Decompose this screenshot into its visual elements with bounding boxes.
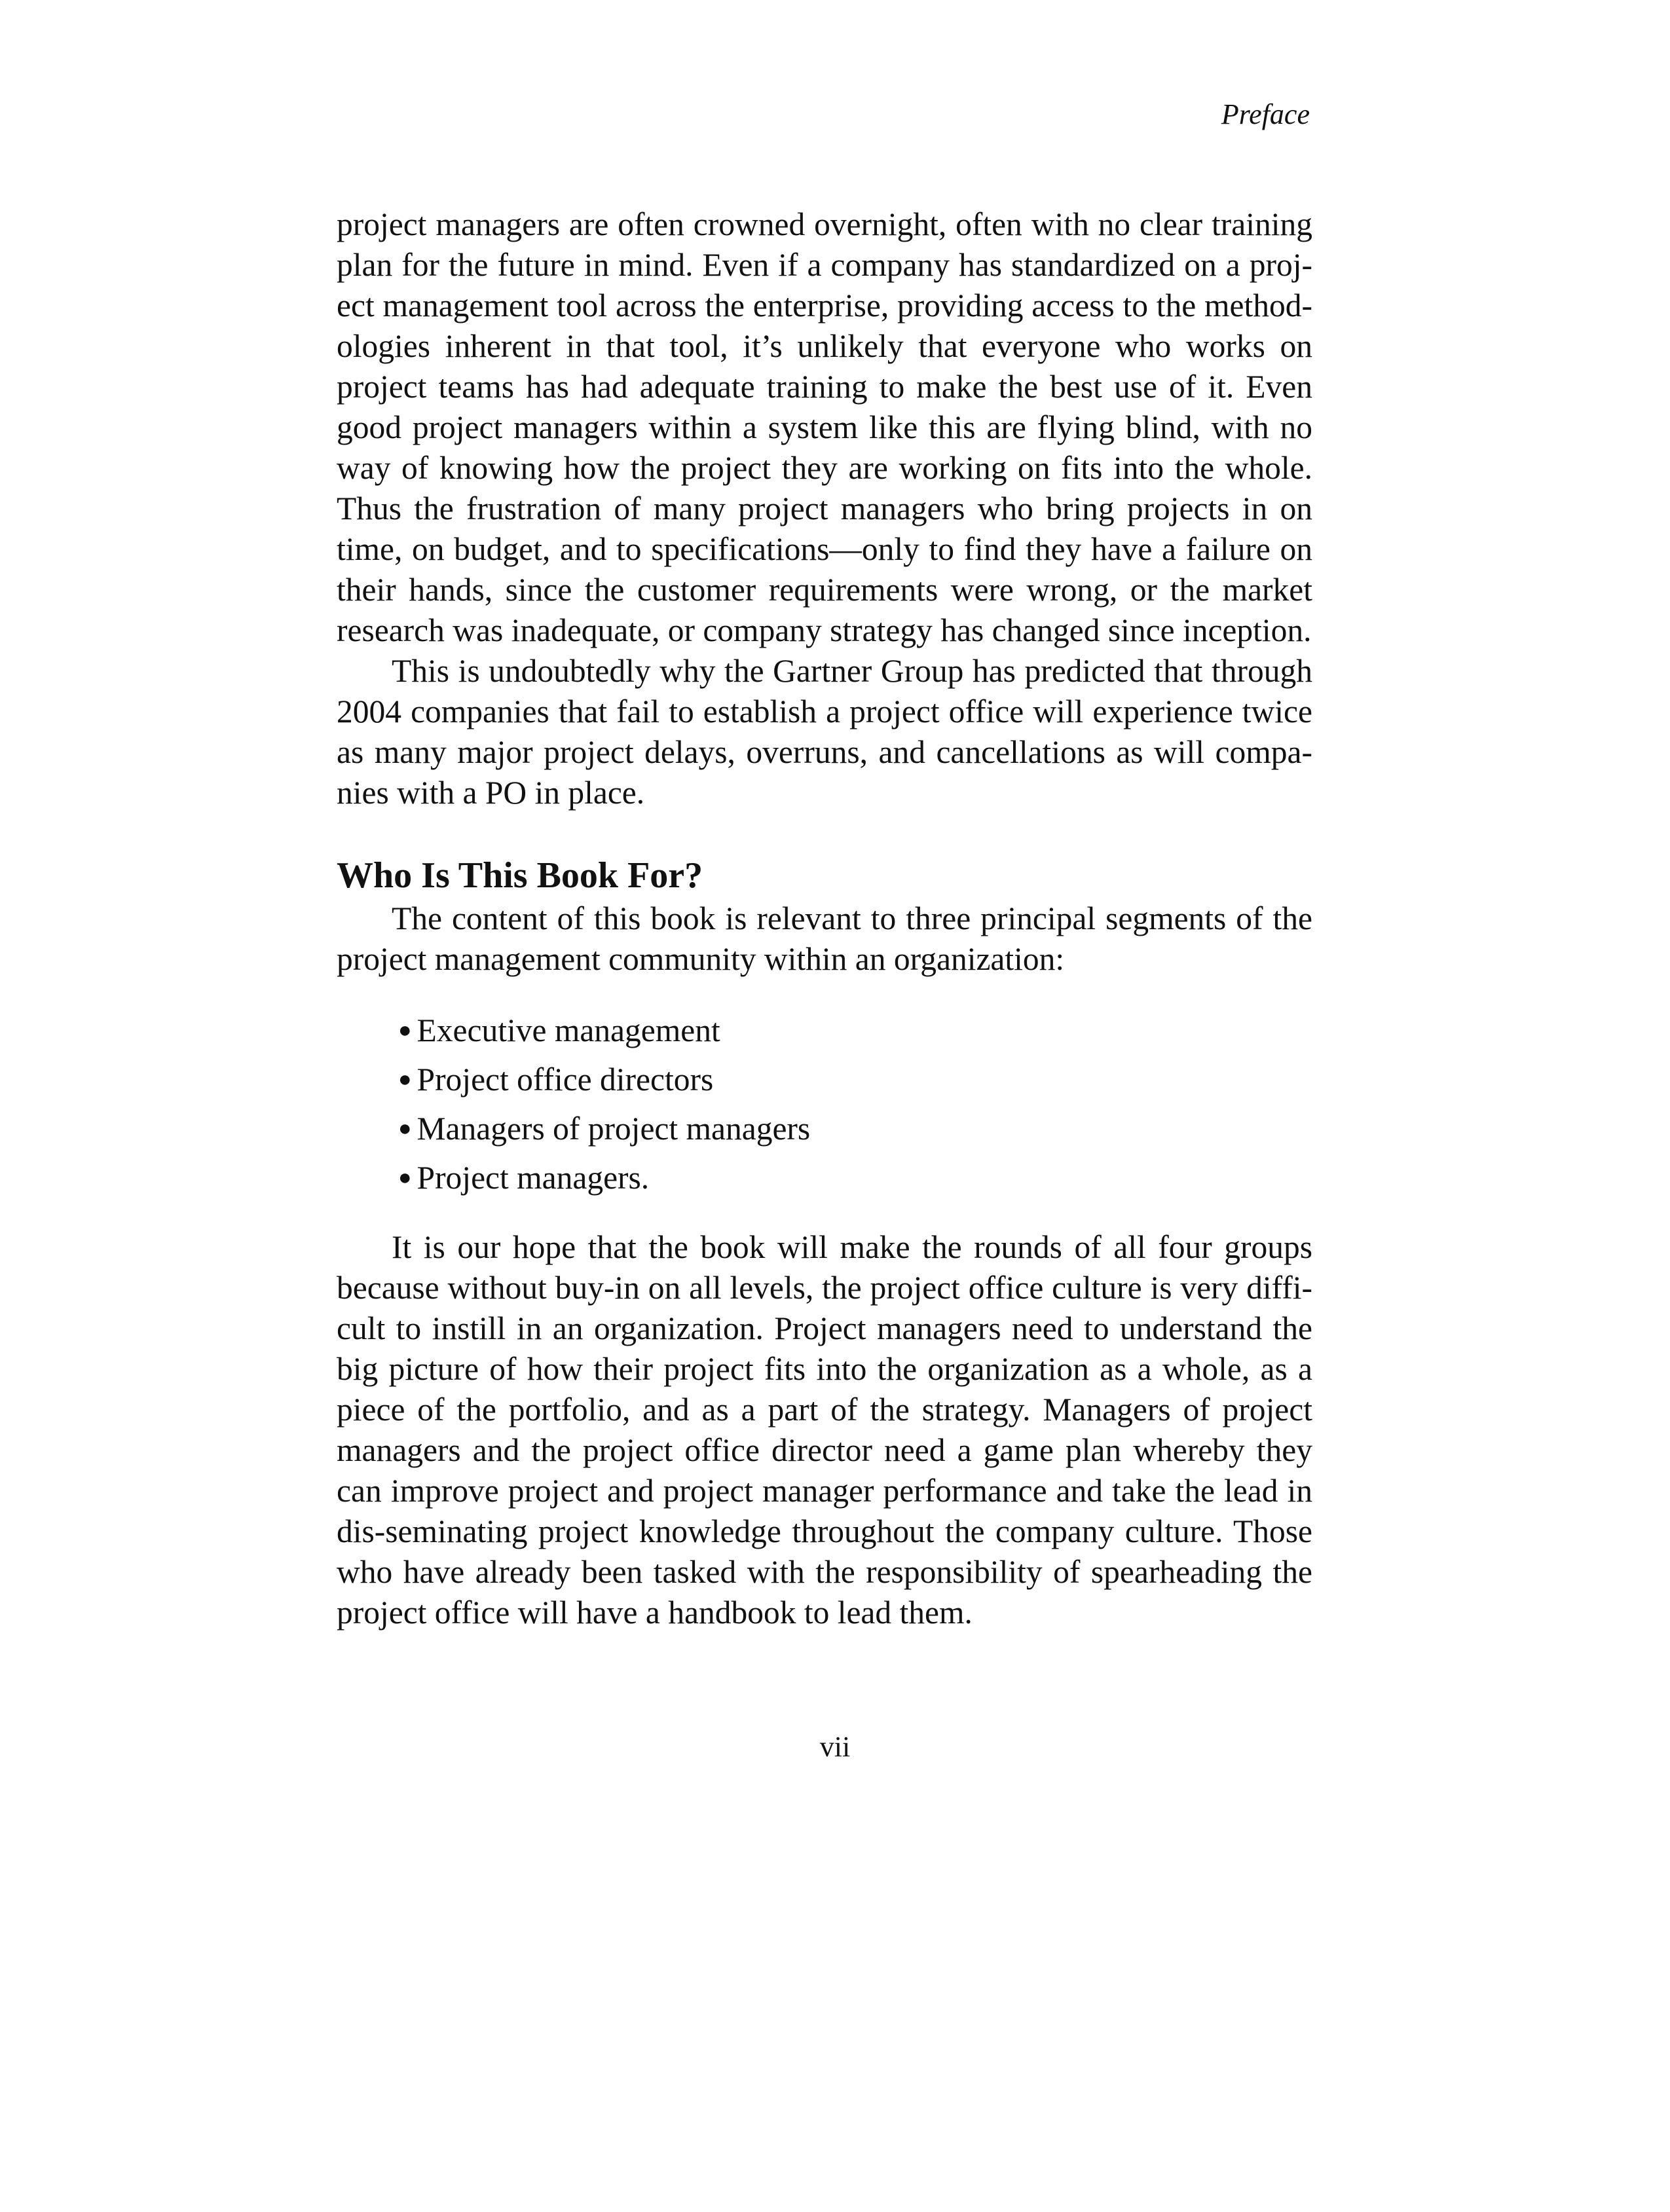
list-item: [398, 1153, 1312, 1202]
audience-list: [337, 1006, 1312, 1202]
body-paragraph: This is undoubtedly why the Gartner Group has predicted that through 2004 companies that fail to establish a project office will experience twice as many major project delays, overruns, and cancellations as will compa-nies with a PO in place.: [337, 653, 1312, 811]
list-item-text: Executive management: [417, 1012, 720, 1048]
body-paragraph: project managers are often crowned overnight, often with no clear training plan for the future in mind. Even if a company has standardized on a proj-ect management tool across the enterprise, providing access to the method-ologies inherent in that tool, it’s unlikely that everyone who works on project teams has had adequate training to make the best use of it. Even good project managers within a system like this are flying blind, with no way of knowing how the project they are working on fits into the whole. Thus the frustration of many project managers who bring projects in on time, on budget, and to specifications—only to find they have a failure on their hands, since the customer requirements were wrong, or the market research was inadequate, or company strategy has changed since inception.: [337, 206, 1312, 648]
list-item: [398, 1104, 1312, 1153]
bullet-icon: ●: [398, 1018, 412, 1042]
list-item-text: Project managers.: [417, 1160, 650, 1196]
bullet-icon: ●: [398, 1166, 412, 1190]
list-item-text: Managers of project managers: [417, 1111, 811, 1147]
bullet-icon: ●: [398, 1116, 412, 1141]
page-body: [337, 204, 1312, 1633]
body-paragraph: It is our hope that the book will make the rounds of all four groups because without buy-in on all levels, the project office culture is very diffi-cult to instill in an organization. Project managers need to understand the big picture of how their project fits into the organization as a whole, as a piece of the portfolio, and as a part of the strategy. Managers of project managers and the project office director need a game plan whereby they can improve project and project manager performance and take the lead in dis-seminating project knowledge throughout the company culture. Those who have already been tasked with the responsibility of spearheading the project office will have a handbook to lead them.: [337, 1229, 1312, 1631]
section-intro-paragraph: The content of this book is relevant to three principal segments of the project management community within an organization:: [337, 900, 1312, 977]
list-item: [398, 1055, 1312, 1104]
list-item: [398, 1006, 1312, 1055]
section-heading: Who Is This Book For?: [337, 855, 703, 896]
running-head: Preface: [1221, 98, 1310, 130]
list-item-text: Project office directors: [417, 1061, 714, 1097]
bullet-icon: ●: [398, 1067, 412, 1092]
page-number: vii: [819, 1731, 851, 1763]
